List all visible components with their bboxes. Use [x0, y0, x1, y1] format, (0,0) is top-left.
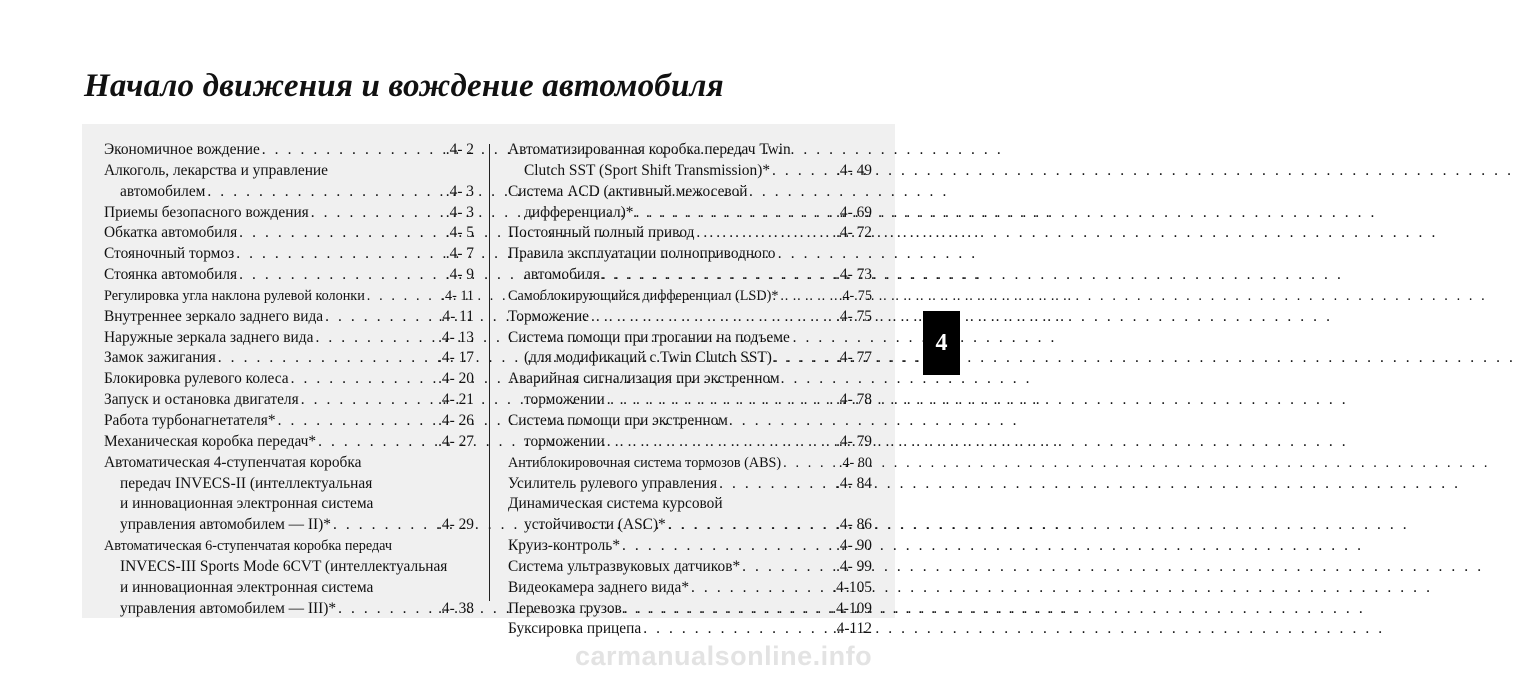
toc-page-number: .4- 49 [836, 161, 872, 179]
toc-entry-title: Торможение [508, 307, 590, 325]
toc-entry[interactable] [508, 536, 872, 557]
dot-leader [668, 515, 834, 536]
toc-entry[interactable] [508, 223, 872, 244]
toc-page-number: .4- 20 [438, 370, 474, 388]
toc-entry[interactable] [508, 369, 872, 411]
dot-leader [218, 348, 436, 369]
toc-entry[interactable] [508, 494, 872, 536]
toc-entry[interactable] [104, 432, 474, 453]
toc-entry-title: Видеокамера заднего вида* [508, 578, 690, 596]
toc-entry-title: Работа турбонагнетателя* [104, 411, 276, 429]
toc-entry[interactable] [104, 203, 474, 224]
toc-entry[interactable] [104, 223, 474, 244]
dot-leader [607, 390, 834, 411]
toc-page-number: .4- 72 [836, 224, 872, 242]
toc-entry-text: и инновационная электронная система [120, 495, 374, 513]
toc-entry[interactable] [508, 411, 872, 453]
toc-page-number: .4- 84 [836, 474, 872, 492]
toc-entry[interactable] [104, 140, 474, 161]
toc-entry-text: Алкоголь, лекарства и управление [104, 161, 329, 179]
toc-entry-text: Система ACD (активный межосевой [508, 182, 748, 200]
toc-page-number: .4- 17 [438, 349, 474, 367]
toc-entry[interactable] [508, 619, 872, 640]
dot-leader [696, 223, 834, 244]
toc-entry-title: автомобилем [120, 182, 206, 200]
toc-page-number: .4- 78 [836, 391, 872, 409]
chapter-number: 4 [935, 329, 948, 356]
toc-entry-title: (для модификаций с Twin Clutch SST) [524, 349, 772, 367]
toc-page-number: .4- 80 [838, 454, 872, 471]
toc-entry-title: Усилитель рулевого управления [508, 474, 718, 492]
dot-leader [207, 182, 443, 203]
toc-entry-text: передач INVECS-II (интеллектуальная [120, 474, 373, 492]
toc-entry[interactable] [508, 182, 872, 224]
dot-leader [607, 432, 834, 453]
toc-page-number: .4- 11 [438, 307, 474, 325]
toc-page-number: .4- 5 [445, 224, 474, 242]
toc-entry-title: торможении [524, 432, 605, 450]
toc-entry-text: INVECS-III Sports Mode 6CVT (интеллектуальная [120, 557, 448, 575]
toc-page-number: .4- 21 [438, 391, 474, 409]
toc-entry-title: Стоянка автомобиля [104, 266, 238, 284]
toc-page-number: .4- 77 [836, 349, 872, 367]
dot-leader [315, 328, 436, 349]
toc-entry[interactable] [104, 348, 474, 369]
toc-entry-title: Регулировка угла наклона рулевой колонки [104, 287, 365, 304]
dot-leader [783, 453, 837, 474]
dot-leader [311, 203, 444, 224]
toc-page-number: .4- 79 [836, 432, 872, 450]
toc-entry[interactable] [508, 140, 872, 182]
chapter-tab[interactable] [923, 311, 960, 375]
dot-leader [691, 578, 830, 599]
dot-leader [291, 369, 436, 390]
toc-entry-title: Постоянный полный привод [508, 224, 695, 242]
dot-leader [780, 286, 836, 307]
toc-page-number: .4- 86 [836, 516, 872, 534]
toc-entry[interactable] [508, 557, 872, 578]
toc-page-number: .4- 38 [438, 599, 474, 617]
toc-entry[interactable] [104, 453, 474, 536]
watermark: carmanualsonline.info [575, 641, 873, 671]
toc-entry-title: Блокировка рулевого колеса [104, 370, 289, 388]
toc-entry-title: торможении [524, 391, 605, 409]
toc-entry-text: Система помощи при трогании на подъеме [508, 328, 790, 346]
toc-entry-text: Автоматическая 4-ступенчатая коробка [104, 453, 362, 471]
toc-page-number: .4- 27 [438, 432, 474, 450]
dot-leader [774, 348, 834, 369]
toc-entry-title: Запуск и остановка двигателя [104, 391, 299, 409]
toc-entry[interactable] [104, 307, 474, 328]
toc-page-number: .4- 69 [836, 203, 872, 221]
toc-entry[interactable] [104, 244, 474, 265]
toc-entry[interactable] [104, 286, 474, 307]
toc-entry-text: Динамическая система курсовой [508, 495, 723, 513]
toc-entry[interactable] [104, 369, 474, 390]
toc-entry-text: Аварийная сигнализация при экстренном [508, 370, 780, 388]
toc-page-number: .4-109 [832, 599, 872, 617]
dot-leader [333, 515, 436, 536]
toc-panel [82, 124, 895, 638]
toc-page-number: .4- 9 [445, 266, 474, 284]
toc-entry[interactable] [508, 307, 872, 328]
toc-entry-title: Механическая коробка передач* [104, 432, 317, 450]
dot-leader [772, 161, 834, 182]
toc-entry-text: и инновационная электронная система [120, 578, 374, 596]
toc-entry-title: Антиблокировочная система тормозов (ABS) [508, 454, 782, 471]
dot-leader [591, 307, 834, 328]
toc-entry[interactable] [508, 578, 872, 599]
toc-entry[interactable] [508, 286, 872, 307]
toc-entry-title: Стояночный тормоз [104, 245, 235, 263]
toc-entry-title: Приемы безопасного вождения [104, 203, 309, 221]
toc-page-number: .4- 99 [836, 557, 872, 575]
column-divider [489, 144, 490, 601]
dot-leader [301, 390, 436, 411]
toc-entry-title: Перевозка грузов [508, 599, 622, 617]
dot-leader [278, 411, 437, 432]
dot-leader [318, 432, 436, 453]
toc-page-number: .4- 90 [836, 537, 872, 555]
toc-entry-title: Замок зажигания [104, 349, 216, 367]
toc-page-number: .4- 11 [441, 287, 474, 304]
toc-entry-title: Система ультразвуковых датчиков* [508, 557, 741, 575]
toc-entry-title: Буксировка прицепа [508, 620, 642, 638]
toc-entry-title: Экономичное вождение [104, 141, 260, 158]
toc-page-number: .4- 26 [438, 411, 474, 429]
dot-leader [367, 286, 440, 307]
toc-entry-title: Наружные зеркала заднего вида [104, 328, 314, 346]
toc-entry-title: управления автомобилем — III)* [120, 599, 337, 617]
toc-page-number: .4- 3 [445, 203, 474, 221]
toc-entry[interactable] [508, 599, 872, 620]
toc-entry[interactable] [104, 265, 474, 286]
dot-leader [262, 140, 444, 161]
dot-leader [643, 619, 831, 640]
toc-entry-title: устойчивости (ASC)* [524, 516, 666, 534]
toc-entry-title: Clutch SST (Sport Shift Transmission)* [524, 161, 771, 179]
toc-entry[interactable] [104, 328, 474, 349]
toc-entry[interactable] [508, 328, 872, 370]
dot-leader [602, 265, 834, 286]
dot-leader [338, 599, 436, 620]
dot-leader [635, 203, 834, 224]
page-title: Начало движения и вождение автомобиля [84, 68, 724, 104]
toc-entry-title: Круиз-контроль* [508, 537, 621, 555]
dot-leader [742, 557, 834, 578]
toc-entry-text: Автоматизированная коробка передач Twin [508, 141, 791, 158]
toc-entry-text: Правила эксплуатации полноприводного [508, 245, 776, 263]
toc-entry-title: управления автомобилем — II)* [120, 516, 331, 534]
toc-entry-text: Автоматическая 6-ступенчатая коробка передач [104, 538, 393, 555]
toc-entry-title: Обкатка автомобиля [104, 224, 238, 242]
dot-leader [239, 223, 444, 244]
toc-entry[interactable] [508, 244, 872, 286]
toc-page-number: .4-105 [832, 578, 872, 596]
dot-leader [719, 474, 834, 495]
toc-page-number: .4- 75 [838, 287, 872, 304]
toc-column-left [104, 140, 474, 619]
toc-page-number: .4- 2 [445, 141, 474, 158]
toc-column-right [508, 140, 872, 640]
dot-leader [622, 536, 834, 557]
toc-entry[interactable] [104, 161, 474, 203]
dot-leader [239, 265, 444, 286]
toc-page-number: .4- 73 [836, 266, 872, 284]
toc-entry[interactable] [508, 474, 872, 495]
toc-entry-title: Самоблокирующийся дифференциал (LSD)* [508, 287, 779, 304]
toc-entry-title: автомобиля [524, 266, 600, 284]
toc-page-number: .4-112 [832, 620, 872, 638]
toc-page-number: .4- 29 [438, 516, 474, 534]
toc-entry-text: Система помощи при экстренном [508, 411, 728, 429]
toc-page-number: .4- 7 [445, 245, 474, 263]
dot-leader [624, 599, 830, 620]
toc-entry[interactable] [508, 453, 872, 474]
toc-entry-title: дифференциал)* [524, 203, 634, 221]
toc-page-number: .4- 13 [438, 328, 474, 346]
toc-page-number: .4- 75 [836, 307, 872, 325]
toc-entry[interactable] [104, 536, 474, 619]
toc-entry[interactable] [104, 390, 474, 411]
toc-entry[interactable] [104, 411, 474, 432]
toc-entry-title: Внутреннее зеркало заднего вида [104, 307, 324, 325]
dot-leader [236, 244, 444, 265]
dot-leader [325, 307, 437, 328]
toc-page-number: .4- 3 [445, 182, 474, 200]
